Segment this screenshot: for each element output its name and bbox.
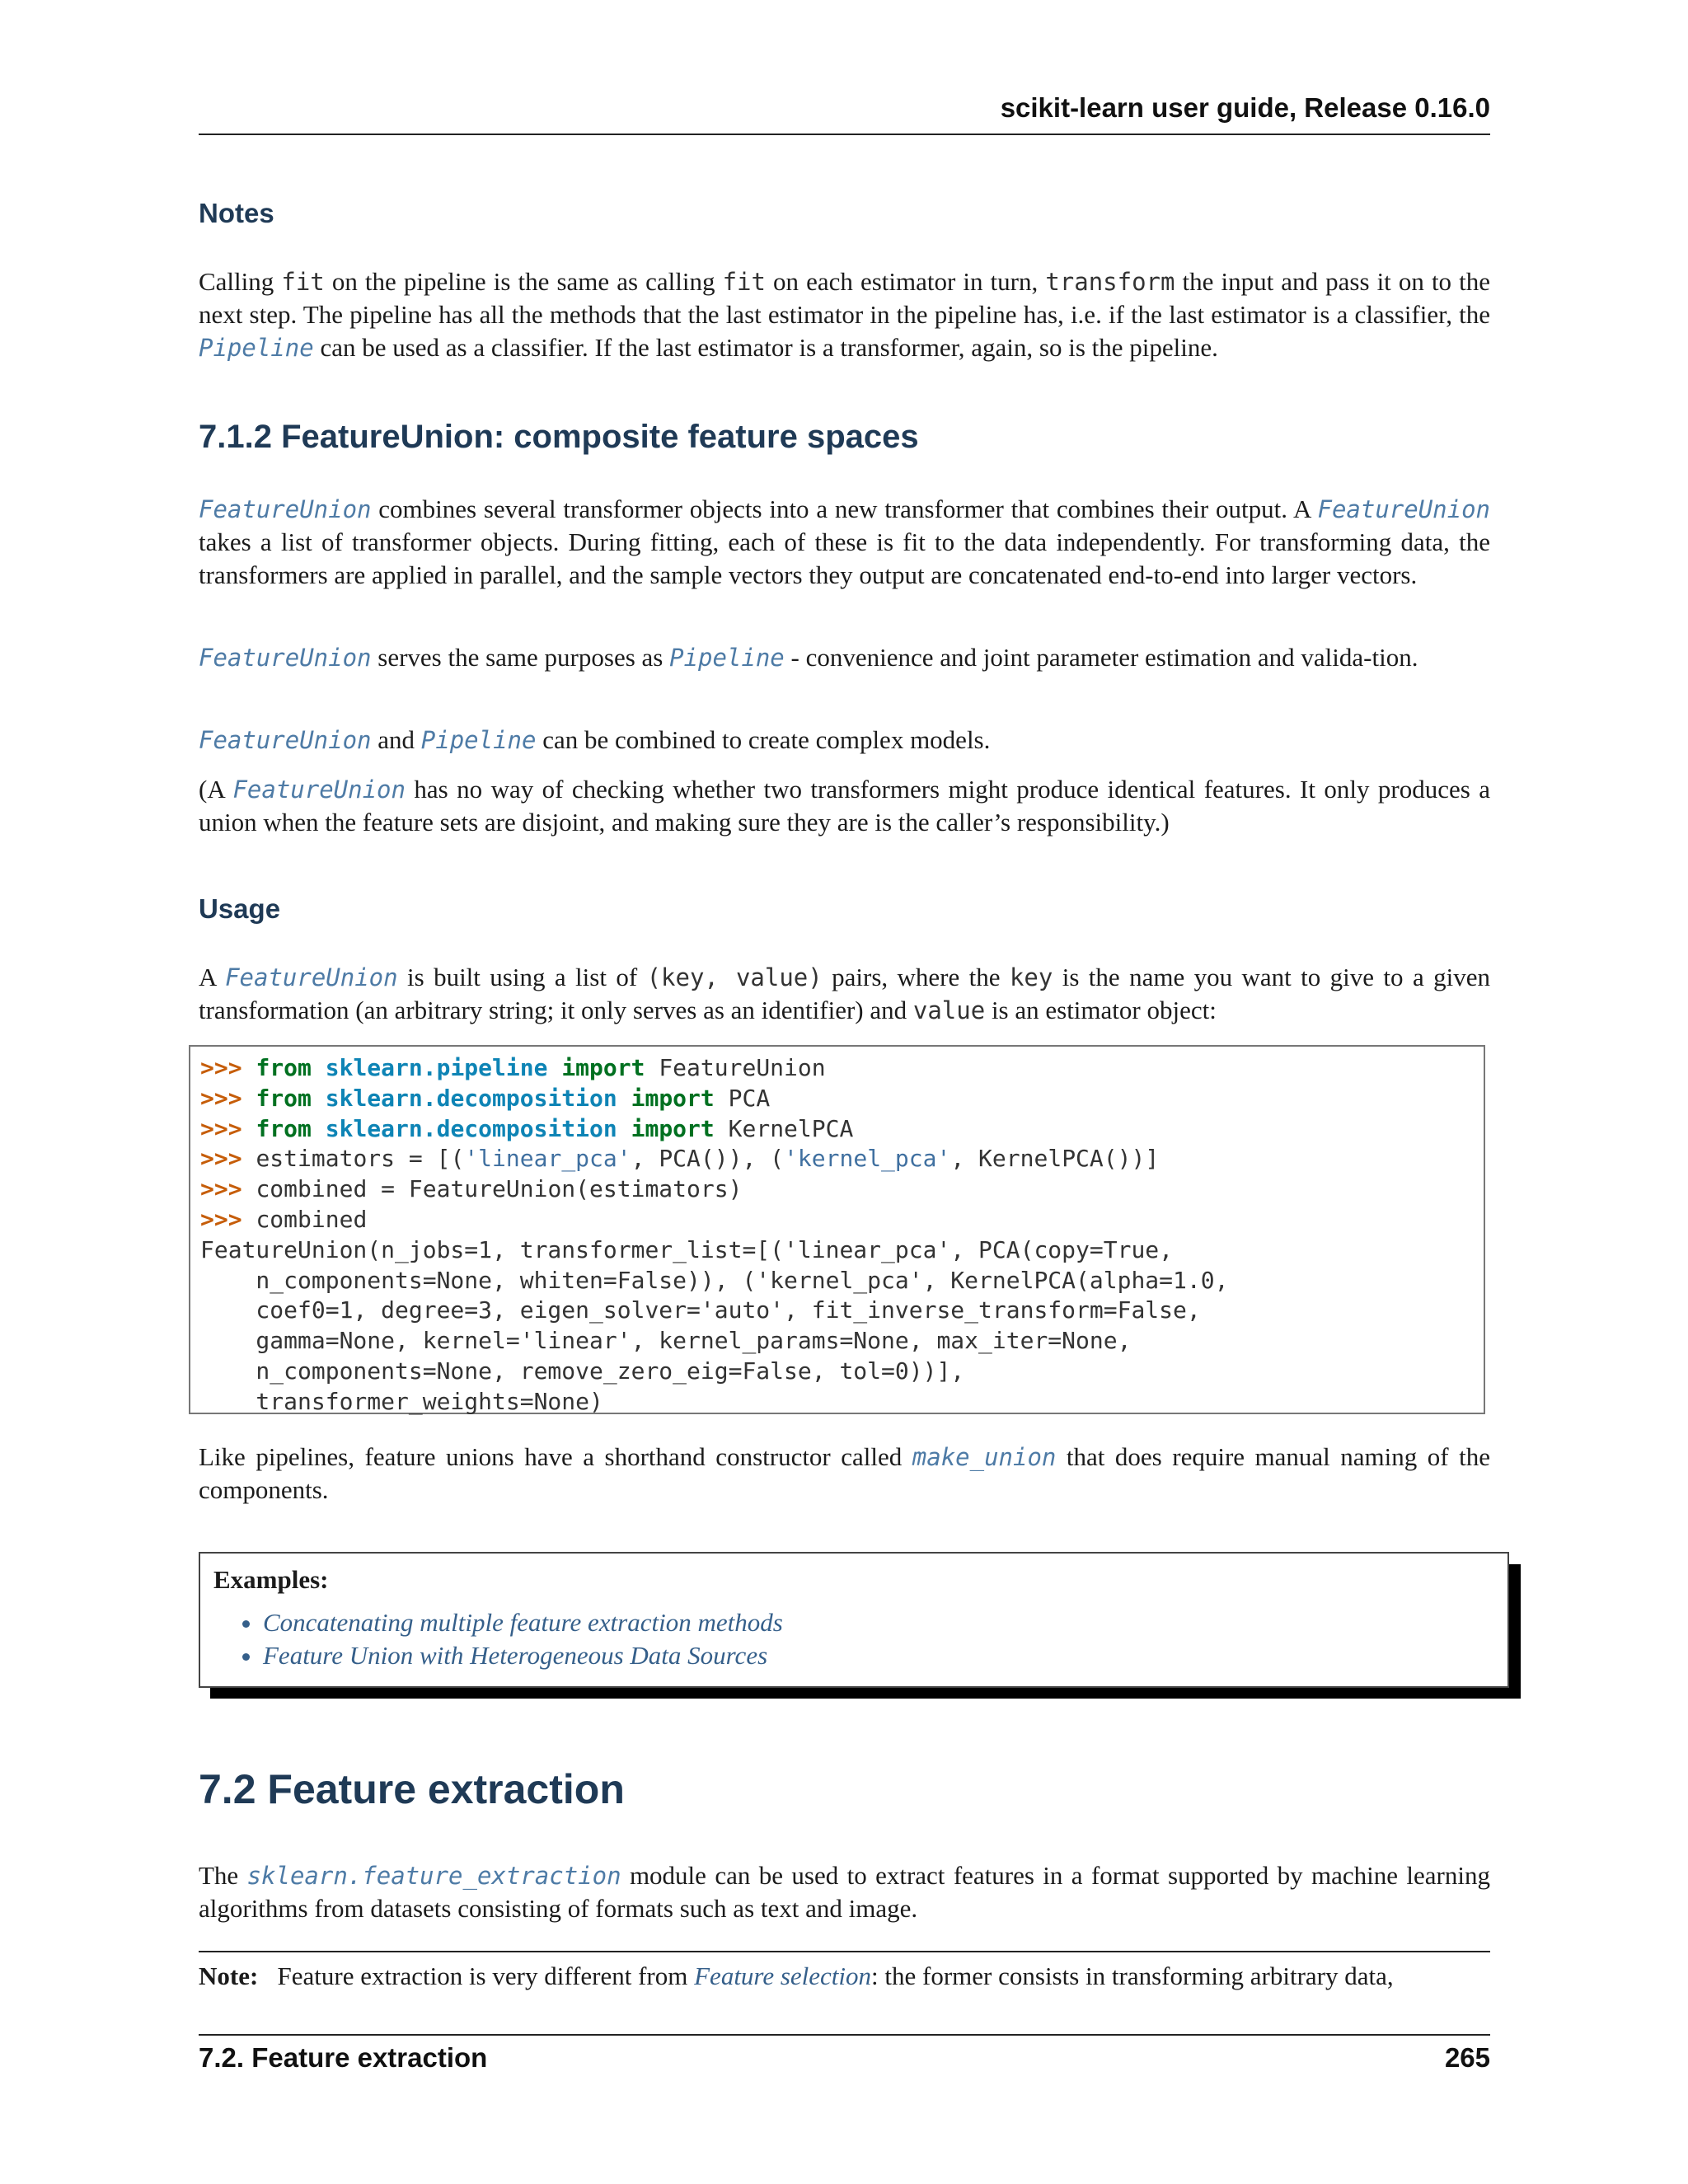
code-output-line: n_components=None, remove_zero_eig=False, tol=0))], — [200, 1357, 965, 1385]
featureunion-link[interactable]: FeatureUnion — [1317, 495, 1490, 523]
example-link-heterogeneous[interactable]: • Feature Union with Heterogeneous Data Sources — [263, 1639, 1494, 1672]
pipeline-link[interactable]: Pipeline — [420, 726, 537, 754]
inline-code: (key, value) — [646, 963, 823, 991]
code-line: >>> estimators = [('linear_pca', PCA()), ('kernel_pca', KernelPCA())] — [200, 1145, 1160, 1173]
featureunion-caveat-paragraph: (A FeatureUnion has no way of checking whether two transformers might produce identical features. It only produces a union when the feature sets are disjoint, and making sure they are is the caller’s responsibility.) — [199, 775, 1490, 837]
usage-paragraph: A FeatureUnion is built using a list of (key, value) pairs, where the key is the name you want to give to a given transformation (an arbitrary string; it only serves as an identifier) and value is an estimator object: — [199, 963, 1490, 1024]
notes-heading: Notes — [199, 198, 274, 228]
featureunion-link[interactable]: FeatureUnion — [232, 776, 406, 804]
code-output-line: gamma=None, kernel='linear', kernel_params=None, max_iter=None, — [200, 1327, 1132, 1355]
code-output-line: FeatureUnion(n_jobs=1, transformer_list=[('linear_pca', PCA(copy=True, — [200, 1235, 1174, 1263]
featureunion-link[interactable]: FeatureUnion — [199, 644, 372, 672]
inline-code: fit — [722, 268, 766, 296]
feature-extraction-module-link[interactable]: sklearn.feature_extraction — [246, 1862, 621, 1890]
inline-code: fit — [281, 268, 325, 296]
pipeline-link[interactable]: Pipeline — [199, 334, 314, 362]
make-union-link[interactable]: make_union — [912, 1443, 1057, 1471]
note-label: Note: — [199, 1961, 259, 1990]
code-line: >>> from sklearn.decomposition import PCA — [200, 1084, 771, 1112]
footer-rule — [199, 2034, 1490, 2036]
note-paragraph: Note: Feature extraction is very different from Feature selection: the former consists in transforming arbitrary data, — [199, 1961, 1394, 1990]
notes-paragraph: Calling fit on the pipeline is the same as calling fit on each estimator in turn, transform the input and pass it on to the next step. The pipeline has all the methods that the last estimator in the pipeline has, i.e. if the last estimator is a classifier, the Pipeline can be used as a classifier. If the last estimator is a transformer, again, so is the pipeline. — [199, 267, 1491, 362]
inline-code: value — [912, 996, 986, 1024]
example-link-concatenating[interactable]: • Concatenating multiple feature extraction methods — [263, 1606, 1494, 1639]
code-line: >>> from sklearn.decomposition import KernelPCA — [200, 1114, 854, 1142]
running-footer — [199, 2042, 1490, 2074]
examples-title: Examples: — [213, 1565, 329, 1594]
pipeline-link[interactable]: Pipeline — [669, 644, 785, 672]
code-line: >>> combined = FeatureUnion(estimators) — [200, 1175, 743, 1203]
code-output-line: n_components=None, whiten=False)), ('kernel_pca', KernelPCA(alpha=1.0, — [200, 1266, 1229, 1294]
footer-section-title: 7.2. Feature extraction — [199, 2042, 488, 2073]
featureunion-link[interactable]: FeatureUnion — [225, 963, 398, 991]
examples-box — [199, 1552, 1509, 1688]
featureunion-combine-paragraph: FeatureUnion and Pipeline can be combined to create complex models. — [199, 725, 991, 754]
code-output-line: transformer_weights=None) — [200, 1387, 603, 1415]
section-heading-7-1-2: 7.1.2 FeatureUnion: composite feature spaces — [199, 419, 919, 455]
usage-heading: Usage — [199, 893, 281, 924]
featureunion-intro-paragraph: FeatureUnion combines several transformer objects into a new transformer that combines their output. A FeatureUnion takes a list of transformer objects. During fitting, each of these is fit to the data independently. For transforming data, the transformers are applied in parallel, and the sample vectors they output are concatenated end-to-end into larger vectors. — [199, 494, 1490, 589]
feature-selection-link[interactable]: Feature selection — [694, 1961, 872, 1990]
code-output-line: coef0=1, degree=3, eigen_solver='auto', fit_inverse_transform=False, — [200, 1296, 1201, 1324]
featureunion-link[interactable]: FeatureUnion — [199, 495, 372, 523]
note-top-rule — [199, 1951, 1490, 1952]
code-line: >>> from sklearn.pipeline import FeatureUnion — [200, 1054, 826, 1081]
inline-code: transform — [1045, 268, 1175, 296]
code-block[interactable] — [189, 1045, 1485, 1414]
running-header: scikit-learn user guide, Release 0.16.0 — [199, 92, 1490, 135]
section-heading-7-2: 7.2 Feature extraction — [199, 1766, 625, 1812]
make-union-paragraph: Like pipelines, feature unions have a shorthand constructor called make_union that does require manual naming of the components. — [199, 1442, 1490, 1504]
featureunion-link[interactable]: FeatureUnion — [199, 726, 372, 754]
featureunion-purpose-paragraph: FeatureUnion serves the same purposes as Pipeline - convenience and joint parameter estimation and valida-tion. — [199, 643, 1418, 672]
examples-list — [213, 1606, 1494, 1672]
document-page — [199, 0, 1490, 2184]
page-number: 265 — [1444, 2042, 1490, 2073]
feature-extraction-paragraph: The sklearn.feature_extraction module can be used to extract features in a format supported by machine learning algorithms from datasets consisting of formats such as text and image. — [199, 1861, 1490, 1923]
inline-code: key — [1009, 963, 1053, 991]
code-line: >>> combined — [200, 1205, 368, 1233]
